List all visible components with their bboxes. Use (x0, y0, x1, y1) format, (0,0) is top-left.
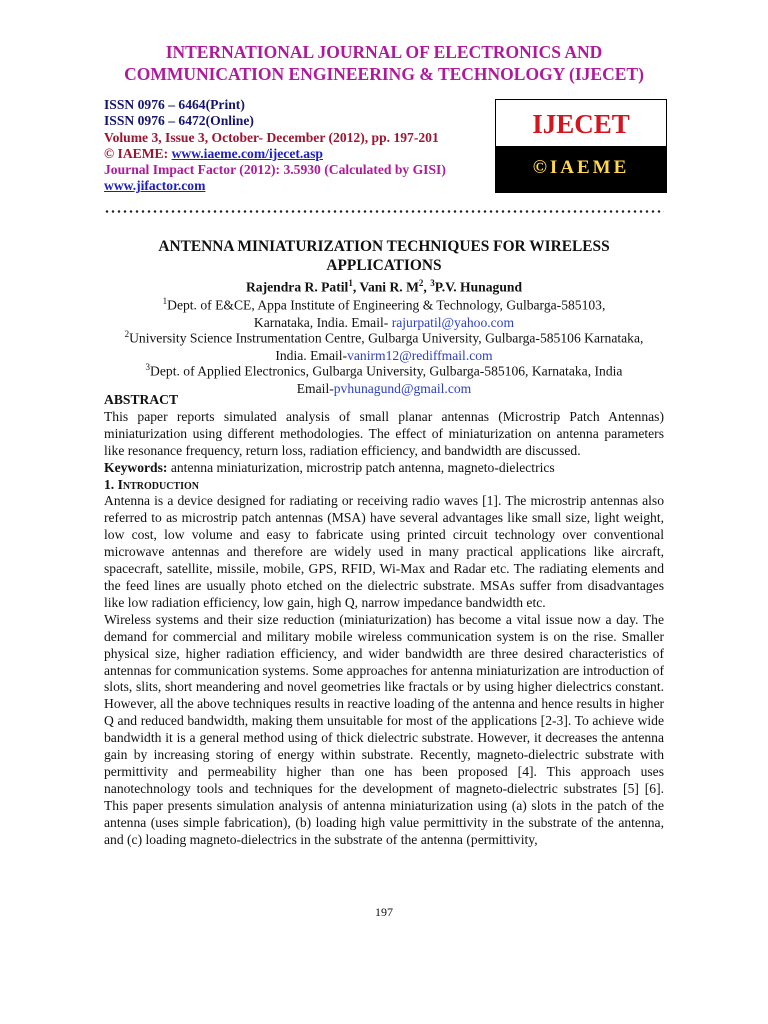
volume-info: Volume 3, Issue 3, October- December (2012), pp. 197-201 (104, 129, 439, 145)
iaeme-link[interactable]: www.iaeme.com/ijecet.asp (171, 145, 323, 161)
affiliation-mark: 3 (145, 362, 151, 372)
paper-title-line1: ANTENNA MINIATURIZATION TECHNIQUES FOR WIRELESS (158, 238, 610, 255)
issn-online: ISSN 0976 – 6472(Online) (104, 113, 254, 129)
affiliation-email-prefix: Karnataka, India. Email- (253, 314, 392, 330)
author-name: Vani R. M (359, 279, 419, 295)
paper-title-line2: APPLICATIONS (326, 257, 442, 274)
page-number: 197 (375, 905, 393, 919)
author-separator: , (423, 279, 431, 295)
keywords-text: antenna miniaturization, microstrip patch antenna, magneto-dielectrics (167, 459, 555, 475)
introduction-heading: 1. Introduction (104, 476, 200, 492)
affiliation-1 (104, 293, 664, 331)
affiliation-email[interactable]: rajurpatil@yahoo.com (391, 314, 515, 330)
affiliation-text: Dept. of E&CE, Appa Institute of Engineering & Technology, Gulbarga-585103, (167, 297, 606, 313)
impact-factor: Journal Impact Factor (2012): 3.5930 (Calculated by GISI) (104, 162, 446, 178)
author-affiliation-mark: 1 (348, 278, 353, 288)
keywords-line (104, 460, 664, 477)
affiliation-2 (104, 326, 664, 364)
affiliation-email[interactable]: vanirm12@rediffmail.com (347, 347, 493, 363)
abstract-text: This paper reports simulated analysis of small planar antennas (Microstrip Patch Antennas) miniaturization using different methodologies. The effect of miniaturization on antenna parameters like resonance frequency, return loss, radiation efficiency, and bandwidth are discussed. (104, 408, 664, 458)
affiliation-3 (104, 359, 664, 397)
logo-title: IJECET (496, 100, 666, 146)
journal-title-line2: COMMUNICATION ENGINEERING & TECHNOLOGY (IJECET) (124, 64, 644, 84)
dotted-divider (104, 210, 664, 213)
iaeme-prefix: © IAEME: (104, 145, 172, 161)
iaeme-line (104, 146, 484, 162)
affiliation-mark: 2 (124, 329, 130, 339)
affiliation-email[interactable]: pvhunagund@gmail.com (333, 380, 472, 396)
affiliation-email-prefix: India. Email- (275, 347, 348, 363)
intro-paragraph-1: Antenna is a device designed for radiating or receiving radio waves [1]. The microstrip antennas also referred to as microstrip patch antennas (MSA) have several advantages like small size, light weight, low cost, low volume and easy to fabricate using printed circuit technology over conventional microwave antennas and therefore are widely used in many practical applications like aircraft, spacecraft, satellite, missile, mobile, GPS, RFID, Wi-Max and Radar etc. The radiating elements and the feed lines are usually photo etched on the dielectric substrate. MSAs suffer from disadvantages like low radiation efficiency, low gain, high Q, narrow impedance bandwidth etc. (104, 493, 664, 610)
issn-block (104, 97, 484, 195)
keywords-label: Keywords: (104, 459, 168, 475)
abstract-heading: ABSTRACT (104, 392, 179, 407)
author-name: Rajendra R. Patil (245, 279, 349, 295)
author-affiliation-mark: 3 (430, 278, 435, 288)
affiliation-email-prefix: Email- (296, 380, 334, 396)
intro-paragraph-2: Wireless systems and their size reduction (miniaturization) has become a vital issue now a day. The demand for commercial and military mobile wireless communication system is on the rise. Smaller physical size, higher radiation efficiency, and wider bandwidth are three desired characteristics of antennas for communication systems. Some approaches for antenna miniaturization are introduction of slots, slits, short meandering and novel geometries like fractals or by using higher dielectrics constant. However, all the above techniques results in reactive loading of the antenna and hence results in higher Q and reduced bandwidth, making them unsuitable for most of the applications [2-3]. To achieve wide bandwidth it is a general method using of thick dielectric substrate. However, it decreases the antenna gain by increasing storing of energy within substrate. Recently, magneto-dielectric substrate with permittivity and permeability higher than one has been proposed [4]. This approach uses nanotechnology tools and techniques for the development of magneto-dielectric substrates [5] [6]. This paper presents simulation analysis of antenna miniaturization using (a) slots in the patch of the antenna (uses simple fabrication), (b) loading high value permittivity in the substrate of the antenna, and (c) loading magneto-dielectrics in the substrate of the antenna (permittivity, (104, 611, 664, 847)
paper-title (0, 237, 768, 275)
jifactor-link[interactable]: www.jifactor.com (104, 178, 206, 194)
affiliation-text: Dept. of Applied Electronics, Gulbarga University, Gulbarga-585106, Karnataka, India (150, 363, 623, 379)
affiliation-text: University Science Instrumentation Centre, Gulbarga University, Gulbarga-585106 Karnataka, (129, 330, 644, 346)
affiliation-mark: 1 (162, 296, 168, 306)
abstract-section (104, 392, 664, 848)
journal-title (0, 41, 768, 85)
issn-print: ISSN 0976 – 6464(Print) (104, 97, 245, 112)
author-name: P.V. Hunagund (434, 279, 523, 295)
author-separator: , (352, 279, 360, 295)
author-affiliation-mark: 2 (418, 278, 424, 288)
ijecet-logo (495, 99, 667, 193)
journal-title-line1: INTERNATIONAL JOURNAL OF ELECTRONICS AND (165, 42, 603, 62)
logo-publisher: ©IAEME (496, 146, 666, 192)
